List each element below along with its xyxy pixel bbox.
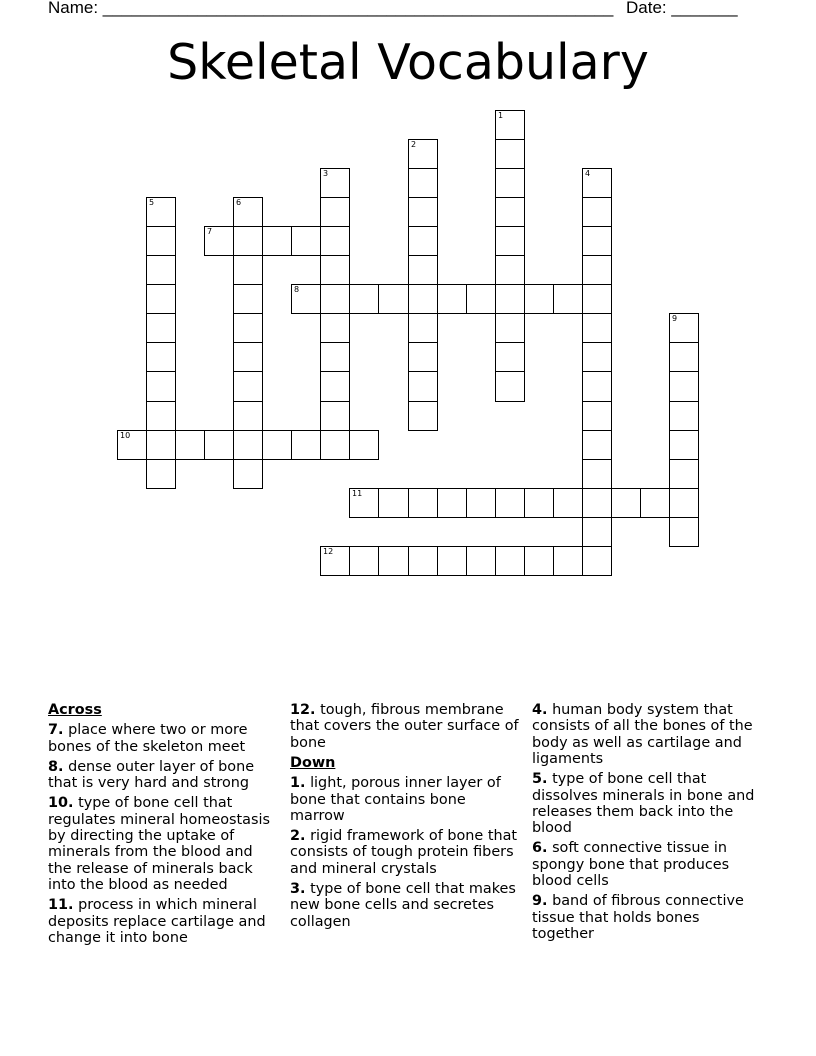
- clue-down-6: 6. soft connective tissue in spongy bone that produces blood cells: [532, 840, 730, 890]
- grid-cell[interactable]: [553, 546, 583, 576]
- grid-cell[interactable]: [349, 546, 379, 576]
- clue-number: 3: [323, 169, 329, 178]
- grid-cell[interactable]: [204, 226, 234, 256]
- grid-cell[interactable]: [408, 488, 438, 518]
- grid-cell[interactable]: [582, 255, 612, 285]
- clue-across-8: 8. dense outer layer of bone that is very hard and strong: [48, 758, 255, 792]
- grid-cell[interactable]: [582, 517, 612, 547]
- grid-cell[interactable]: [146, 226, 176, 256]
- grid-cell[interactable]: [582, 284, 612, 314]
- grid-cell[interactable]: [495, 488, 525, 518]
- grid-cell[interactable]: [408, 371, 438, 402]
- grid-cell[interactable]: [524, 546, 554, 576]
- grid-cell[interactable]: [262, 226, 292, 256]
- clues-column-2: [290, 702, 522, 934]
- grid-cell[interactable]: [146, 371, 176, 402]
- grid-cell[interactable]: [495, 168, 525, 198]
- grid-cell[interactable]: [582, 313, 612, 343]
- grid-cell[interactable]: [320, 197, 350, 227]
- grid-cell[interactable]: [582, 401, 612, 431]
- grid-cell[interactable]: [320, 255, 350, 285]
- clue-number: 12: [323, 547, 334, 556]
- grid-cell[interactable]: [146, 342, 176, 372]
- grid-cell[interactable]: [495, 226, 525, 256]
- clue-down-1: 1. light, porous inner layer of bone that contains bone marrow: [290, 775, 501, 825]
- clue-number: 1: [498, 111, 504, 120]
- name-field[interactable]: Name: ______________________________________________________: [48, 0, 614, 17]
- grid-cell[interactable]: [495, 139, 525, 169]
- grid-cell[interactable]: [320, 168, 350, 198]
- across-heading: Across: [48, 702, 102, 718]
- grid-cell[interactable]: [320, 371, 350, 402]
- grid-cell[interactable]: [320, 430, 350, 460]
- grid-cell[interactable]: [146, 401, 176, 431]
- grid-cell[interactable]: [175, 430, 205, 460]
- grid-cell[interactable]: [378, 284, 409, 314]
- grid-cell[interactable]: [378, 546, 409, 576]
- date-field[interactable]: Date: _______: [626, 0, 738, 17]
- grid-cell[interactable]: [233, 255, 263, 285]
- grid-cell[interactable]: [582, 430, 612, 460]
- grid-cell[interactable]: [378, 488, 409, 518]
- clue-down-9: 9. band of fibrous connective tissue that holds bones together: [532, 893, 744, 943]
- clue-across-10: 10. type of bone cell that regulates mineral homeostasis by directing the uptake of minerals from the blood and the release of minerals back into the blood as needed: [48, 795, 270, 894]
- grid-cell[interactable]: [204, 430, 234, 460]
- grid-cell[interactable]: [669, 459, 699, 489]
- grid-cell[interactable]: [495, 110, 525, 140]
- grid-cell[interactable]: [146, 430, 176, 460]
- grid-cell[interactable]: [146, 313, 176, 343]
- page-title: Skeletal Vocabulary: [167, 34, 649, 91]
- grid-cell[interactable]: [553, 284, 583, 314]
- grid-cell[interactable]: [262, 430, 292, 460]
- grid-cell[interactable]: [146, 255, 176, 285]
- grid-cell[interactable]: [233, 371, 263, 402]
- clue-number: 10: [120, 431, 131, 440]
- clue-down-2: 2. rigid framework of bone that consists of tough protein fibers and mineral crystals: [290, 828, 518, 877]
- grid-cell[interactable]: [553, 488, 583, 518]
- grid-cell[interactable]: [669, 401, 699, 431]
- grid-cell[interactable]: [582, 459, 612, 489]
- clues-column-1: [48, 702, 280, 950]
- grid-cell[interactable]: [408, 401, 438, 431]
- grid-cell[interactable]: [437, 546, 467, 576]
- grid-cell[interactable]: [669, 313, 699, 343]
- down-heading: Down: [290, 754, 336, 771]
- grid-cell[interactable]: [146, 197, 176, 227]
- clue-across-7: 7. place where two or more bones of the skeleton meet: [48, 722, 248, 755]
- grid-cell[interactable]: [233, 459, 263, 489]
- clue-number: 2: [411, 140, 417, 149]
- grid-cell[interactable]: [233, 197, 263, 227]
- grid-cell[interactable]: [495, 342, 525, 372]
- grid-cell[interactable]: [146, 284, 176, 314]
- grid-cell[interactable]: [408, 313, 438, 343]
- grid-cell[interactable]: [640, 488, 670, 518]
- grid-cell[interactable]: [437, 488, 467, 518]
- grid-cell[interactable]: [495, 197, 525, 227]
- grid-cell[interactable]: [524, 488, 554, 518]
- grid-cell[interactable]: [669, 430, 699, 460]
- clue-number: 11: [352, 489, 363, 498]
- grid-cell[interactable]: [291, 430, 321, 460]
- clues-column-3: [532, 702, 764, 946]
- grid-cell[interactable]: [233, 313, 263, 343]
- grid-cell[interactable]: [233, 401, 263, 431]
- grid-cell[interactable]: [582, 197, 612, 227]
- grid-cell[interactable]: [466, 284, 496, 314]
- grid-cell[interactable]: [320, 313, 350, 343]
- clue-down-4: 4. human body system that consists of all the bones of the body as well as cartilage and ligaments: [532, 702, 753, 768]
- grid-cell[interactable]: [408, 197, 438, 227]
- grid-cell[interactable]: [320, 401, 350, 431]
- grid-cell[interactable]: [669, 488, 699, 518]
- grid-cell[interactable]: [408, 255, 438, 285]
- grid-cell[interactable]: [408, 546, 438, 576]
- grid-cell[interactable]: [408, 342, 438, 372]
- clue-number: 6: [236, 198, 242, 207]
- grid-cell[interactable]: [233, 342, 263, 372]
- grid-cell[interactable]: [117, 430, 147, 460]
- grid-cell[interactable]: [408, 284, 438, 314]
- grid-cell[interactable]: [349, 488, 379, 518]
- grid-cell[interactable]: [582, 226, 612, 256]
- grid-cell[interactable]: [233, 226, 263, 256]
- grid-cell[interactable]: [320, 226, 350, 256]
- grid-cell[interactable]: [233, 284, 263, 314]
- grid-cell[interactable]: [437, 284, 467, 314]
- grid-cell[interactable]: [495, 546, 525, 576]
- grid-cell[interactable]: [582, 488, 612, 518]
- grid-cell[interactable]: [408, 226, 438, 256]
- grid-cell[interactable]: [320, 284, 350, 314]
- clue-number: 8: [294, 285, 300, 294]
- grid-cell[interactable]: [349, 284, 379, 314]
- grid-cell[interactable]: [582, 546, 612, 576]
- clue-number: 7: [207, 227, 213, 236]
- grid-cell[interactable]: [466, 546, 496, 576]
- grid-cell[interactable]: [495, 284, 525, 314]
- grid-cell[interactable]: [320, 342, 350, 372]
- grid-cell[interactable]: [408, 168, 438, 198]
- grid-cell[interactable]: [611, 488, 641, 518]
- grid-cell[interactable]: [669, 342, 699, 372]
- grid-cell[interactable]: [466, 488, 496, 518]
- grid-cell[interactable]: [146, 459, 176, 489]
- grid-cell[interactable]: [582, 371, 612, 402]
- grid-cell[interactable]: [582, 168, 612, 198]
- grid-cell[interactable]: [408, 139, 438, 169]
- grid-cell[interactable]: [349, 430, 379, 460]
- clue-across-11: 11. process in which mineral deposits replace cartilage and change it into bone: [48, 897, 266, 947]
- grid-cell[interactable]: [495, 313, 525, 343]
- grid-cell[interactable]: [291, 226, 321, 256]
- grid-cell[interactable]: [233, 430, 263, 460]
- clue-number: 4: [585, 169, 591, 178]
- clue-across-12: 12. tough, fibrous membrane that covers the outer surface of bone: [290, 702, 519, 751]
- clue-number: 9: [672, 314, 678, 323]
- clue-down-3: 3. type of bone cell that makes new bone cells and secretes collagen: [290, 880, 516, 930]
- grid-cell[interactable]: [669, 371, 699, 402]
- grid-cell[interactable]: [495, 255, 525, 285]
- grid-cell[interactable]: [320, 546, 350, 576]
- grid-cell[interactable]: [524, 284, 554, 314]
- clue-number: 5: [149, 198, 155, 207]
- clue-down-5: 5. type of bone cell that dissolves minerals in bone and releases them back into the blood: [532, 771, 755, 837]
- grid-cell[interactable]: [495, 371, 525, 402]
- grid-cell[interactable]: [669, 517, 699, 547]
- grid-cell[interactable]: [291, 284, 321, 314]
- grid-cell[interactable]: [582, 342, 612, 372]
